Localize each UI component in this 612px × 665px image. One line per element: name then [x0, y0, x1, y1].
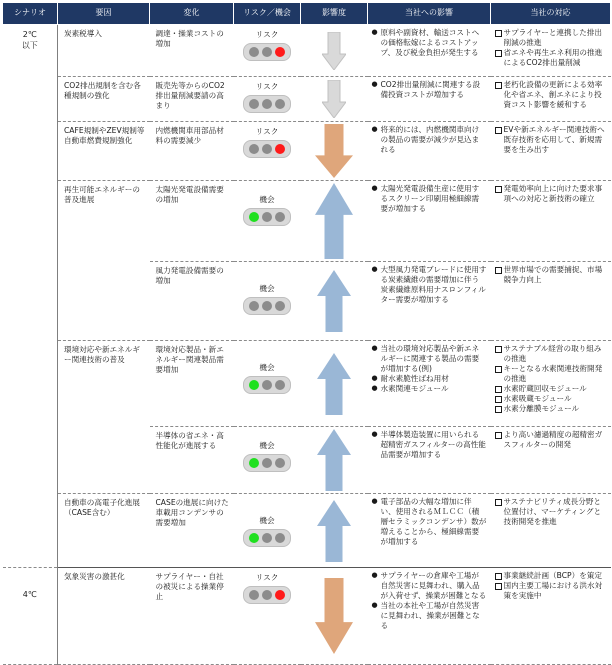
change-text: 販売先等からのCO2排出量削減要請の高まり — [155, 81, 225, 111]
table-row — [3, 77, 611, 122]
signal-lamp — [275, 301, 285, 311]
response-item: 水素吸蔵モジュール — [495, 394, 607, 404]
factor-cell — [58, 568, 150, 665]
risk-opportunity-cell — [234, 427, 301, 494]
signal-lamp — [262, 458, 272, 468]
table-body — [3, 25, 611, 665]
arrow-shape — [322, 32, 346, 70]
table-row — [3, 341, 611, 427]
factor-cell — [58, 122, 150, 181]
response-item: 水素分離膜モジュール — [495, 404, 607, 414]
response-item: 世界市場での需要捕捉、市場競争力向上 — [495, 265, 607, 285]
impact-item: ● CO2排出量削減に関連する設備投資コストが増加する — [372, 80, 487, 100]
traffic-signal-icon — [243, 586, 291, 604]
change-text: 内燃機関車用部品材料の需要減少 — [155, 126, 224, 146]
climate-scenario-table — [2, 2, 611, 665]
impact-item: ● 大型風力発電ブレードに使用する炭素繊維の需要増加に伴う炭素繊維原料用ナスロンフィルター需要が増加する — [372, 265, 487, 305]
risk-opportunity-label: リスク — [255, 30, 279, 39]
table-row — [3, 25, 611, 77]
arrow-shape — [317, 353, 351, 415]
header-factor: 要因 — [58, 3, 150, 25]
header-company-response: 当社の対応 — [491, 3, 611, 25]
signal-lamp — [262, 47, 272, 57]
impact-degree-cell — [301, 181, 368, 262]
traffic-signal-icon — [243, 208, 291, 226]
response-item: キーとなる水素関連技術開発の推進 — [495, 364, 607, 384]
company-impact-cell — [368, 427, 491, 494]
table-header-row — [3, 3, 611, 25]
response-list — [495, 125, 607, 155]
response-item: 省エネや再生エネ利用の推進によるCO2排出量削減 — [495, 48, 607, 68]
table-row — [3, 122, 611, 181]
change-cell — [150, 77, 234, 122]
company-response-cell — [491, 25, 611, 77]
risk-opportunity-cell — [234, 262, 301, 341]
signal-lamp — [275, 533, 285, 543]
factor-text: CAFE規制やZEV規制等自動車燃費規制強化 — [64, 126, 145, 146]
response-list — [495, 497, 607, 527]
change-cell — [150, 341, 234, 427]
impact-list — [372, 184, 487, 214]
risk-opportunity-cell — [234, 494, 301, 568]
company-response-cell — [491, 77, 611, 122]
response-item: サステナビリティ成長分野と位置付け、マーケティングと技術開発を推進 — [495, 497, 607, 527]
response-list — [495, 265, 607, 285]
traffic-signal-icon — [243, 140, 291, 158]
signal-lamp — [249, 47, 259, 57]
signal-lamp — [262, 533, 272, 543]
change-text: 風力発電設備需要の増加 — [155, 266, 224, 286]
change-text: 半導体の省エネ・高性能化が進展する — [155, 431, 224, 451]
risk-opportunity-label: リスク — [255, 82, 279, 91]
header-impact-degree: 影響度 — [301, 3, 368, 25]
factor-cell — [58, 77, 150, 122]
impact-degree-cell — [301, 494, 368, 568]
factor-text: 自動車の高電子化進展（CASE含む） — [64, 498, 140, 518]
risk-opportunity-cell — [234, 181, 301, 262]
risk-opportunity-label: 機会 — [259, 516, 275, 525]
change-text: サプライヤー・自社の被災による操業停止 — [155, 572, 224, 602]
impact-degree-cell — [301, 427, 368, 494]
impact-degree-cell — [301, 341, 368, 427]
change-text: 調達・操業コストの増加 — [155, 29, 224, 49]
response-list — [495, 184, 607, 204]
factor-cell — [58, 181, 150, 341]
signal-lamp — [262, 380, 272, 390]
signal-lamp — [275, 212, 285, 222]
down-arrow-icon — [322, 32, 346, 70]
risk-opportunity-label: 機会 — [259, 441, 275, 450]
impact-list — [372, 344, 487, 394]
header-scenario: シナリオ — [3, 3, 58, 25]
factor-text: 環境対応や新エネルギー関連技術の普及 — [64, 345, 140, 365]
factor-text: CO2排出規制を含む各種規制の強化 — [64, 81, 141, 101]
response-item: 事業継続計画（BCP）を策定 — [495, 571, 607, 581]
signal-lamp — [275, 144, 285, 154]
impact-item: ● 当社の本社や工場が自然災害に見舞われ、操業が困難となる — [372, 601, 487, 631]
arrow-shape — [315, 183, 353, 259]
signal-lamp — [262, 590, 272, 600]
change-cell — [150, 494, 234, 568]
impact-list — [372, 28, 487, 58]
impact-degree-cell — [301, 262, 368, 341]
response-list — [495, 80, 607, 110]
risk-opportunity-cell — [234, 25, 301, 77]
scenario-label: 4℃ — [22, 590, 37, 599]
impact-item: ● 半導体製造装置に用いられる超精密ガスフィルターの高性能品需要が増加する — [372, 430, 487, 460]
factor-cell — [58, 494, 150, 568]
signal-lamp — [262, 144, 272, 154]
risk-opportunity-cell — [234, 568, 301, 665]
table-row — [3, 568, 611, 665]
company-response-cell — [491, 494, 611, 568]
traffic-signal-icon — [243, 43, 291, 61]
change-text: 環境対応製品・新エネルギー関連製品需要増加 — [155, 345, 224, 375]
factor-cell — [58, 25, 150, 77]
down-arrow-icon — [322, 80, 346, 118]
company-impact-cell — [368, 77, 491, 122]
impact-item: ● 将来的には、内燃機関車向けの製品の需要が減少が見込まれる — [372, 125, 487, 155]
traffic-signal-icon — [243, 376, 291, 394]
company-response-cell — [491, 181, 611, 262]
arrow-shape — [317, 500, 351, 562]
signal-lamp — [262, 99, 272, 109]
up-arrow-icon — [317, 270, 351, 332]
signal-lamp — [262, 301, 272, 311]
traffic-signal-icon — [243, 529, 291, 547]
scenario-cell-2c — [3, 25, 58, 568]
signal-lamp — [249, 144, 259, 154]
change-cell — [150, 568, 234, 665]
arrow-shape — [317, 270, 351, 332]
change-cell — [150, 25, 234, 77]
impact-item: ● 原料や副資材、輸送コストへの価格転嫁によるコストアップ、及び税金負担が発生する — [372, 28, 487, 58]
response-item: 水素貯蔵回収モジュール — [495, 384, 607, 394]
impact-degree-cell — [301, 568, 368, 665]
down-arrow-icon — [315, 124, 353, 178]
response-item: 国内主要工場における洪水対策を実施中 — [495, 581, 607, 601]
factor-text: 気象災害の激甚化 — [64, 572, 125, 581]
company-impact-cell — [368, 181, 491, 262]
header-risk-opportunity: リスク／機会 — [234, 3, 301, 25]
signal-lamp — [249, 212, 259, 222]
arrow-shape — [315, 124, 353, 178]
response-item: EVや新エネルギー関連技術へ既存技術を応用して、新規需要を生み出す — [495, 125, 607, 155]
header-company-impact: 当社への影響 — [368, 3, 491, 25]
change-cell — [150, 181, 234, 262]
up-arrow-icon — [315, 183, 353, 259]
company-impact-cell — [368, 341, 491, 427]
response-item: サプライヤーと連携した排出削減の推進 — [495, 28, 607, 48]
impact-list — [372, 430, 487, 460]
change-cell — [150, 122, 234, 181]
risk-opportunity-label: リスク — [255, 127, 279, 136]
table-row — [3, 494, 611, 568]
up-arrow-icon — [317, 500, 351, 562]
change-cell — [150, 427, 234, 494]
company-response-cell — [491, 341, 611, 427]
impact-list — [372, 125, 487, 155]
response-list — [495, 344, 607, 414]
impact-item: ● 太陽光発電設備生産に使用するスクリーン印刷用極細線需要が増加する — [372, 184, 487, 214]
company-response-cell — [491, 262, 611, 341]
impact-list — [372, 497, 487, 547]
scenario-label: 2℃ 以下 — [21, 30, 38, 50]
company-impact-cell — [368, 262, 491, 341]
factor-cell — [58, 341, 150, 494]
risk-opportunity-label: 機会 — [259, 284, 275, 293]
response-item: 発電効率向上に向けた要求事項への対応と新技術の確立 — [495, 184, 607, 204]
change-text: CASEの進展に向けた車載用コンデンサの需要増加 — [155, 498, 229, 528]
signal-lamp — [249, 301, 259, 311]
risk-opportunity-cell — [234, 341, 301, 427]
impact-list — [372, 265, 487, 305]
arrow-shape — [315, 578, 353, 654]
impact-item: ● 耐水素脆性ばね用材 — [372, 374, 487, 384]
risk-opportunity-label: 機会 — [259, 363, 275, 372]
signal-lamp — [249, 380, 259, 390]
response-list — [495, 430, 607, 450]
signal-lamp — [249, 458, 259, 468]
factor-text: 再生可能エネルギーの普及進展 — [64, 185, 140, 205]
arrow-shape — [322, 80, 346, 118]
up-arrow-icon — [317, 353, 351, 415]
company-response-cell — [491, 568, 611, 665]
table-row — [3, 181, 611, 262]
factor-text: 炭素税導入 — [64, 29, 102, 38]
response-list — [495, 28, 607, 68]
risk-opportunity-cell — [234, 122, 301, 181]
signal-lamp — [275, 458, 285, 468]
response-item: より高い濾過精度の超精密ガスフィルターの開発 — [495, 430, 607, 450]
impact-item: ● サプライヤーの倉庫や工場が自然災害に見舞われ、購入品が入荷せず、操業が困難となる — [372, 571, 487, 601]
response-list — [495, 571, 607, 601]
impact-item: ● 電子部品の大幅な増加に伴い、使用されるＭＬＣＣ（積層セラミックコンデンサ）数が増えることから、極細線需要が増加する — [372, 497, 487, 547]
signal-lamp — [249, 533, 259, 543]
impact-degree-cell — [301, 77, 368, 122]
signal-lamp — [275, 99, 285, 109]
company-impact-cell — [368, 494, 491, 568]
impact-item: ● 当社の環境対応製品や新エネルギーに関連する製品の需要が増加する(例) — [372, 344, 487, 374]
signal-lamp — [275, 590, 285, 600]
change-text: 太陽光発電設備需要の増加 — [155, 185, 224, 205]
down-arrow-icon — [315, 578, 353, 654]
risk-opportunity-cell — [234, 77, 301, 122]
impact-item: ● 水素関連モジュール — [372, 384, 487, 394]
impact-degree-cell — [301, 122, 368, 181]
arrow-shape — [317, 429, 351, 491]
signal-lamp — [275, 47, 285, 57]
company-response-cell — [491, 427, 611, 494]
traffic-signal-icon — [243, 297, 291, 315]
company-impact-cell — [368, 122, 491, 181]
scenario-cell-4c — [3, 568, 58, 665]
impact-degree-cell — [301, 25, 368, 77]
traffic-signal-icon — [243, 454, 291, 472]
risk-opportunity-label: 機会 — [259, 195, 275, 204]
change-cell — [150, 262, 234, 341]
traffic-signal-icon — [243, 95, 291, 113]
impact-list — [372, 571, 487, 631]
signal-lamp — [249, 99, 259, 109]
impact-list — [372, 80, 487, 100]
company-impact-cell — [368, 568, 491, 665]
company-response-cell — [491, 122, 611, 181]
signal-lamp — [262, 212, 272, 222]
up-arrow-icon — [317, 429, 351, 491]
response-item: サステナブル経営の取り組みの推進 — [495, 344, 607, 364]
response-item: 老朽化設備の更新による効率化や省エネ、創エネにより投資コスト影響を緩和する — [495, 80, 607, 110]
risk-opportunity-label: リスク — [255, 573, 279, 582]
signal-lamp — [275, 380, 285, 390]
header-change: 変化 — [150, 3, 234, 25]
company-impact-cell — [368, 25, 491, 77]
signal-lamp — [249, 590, 259, 600]
climate-scenario-table-sheet — [2, 2, 610, 662]
